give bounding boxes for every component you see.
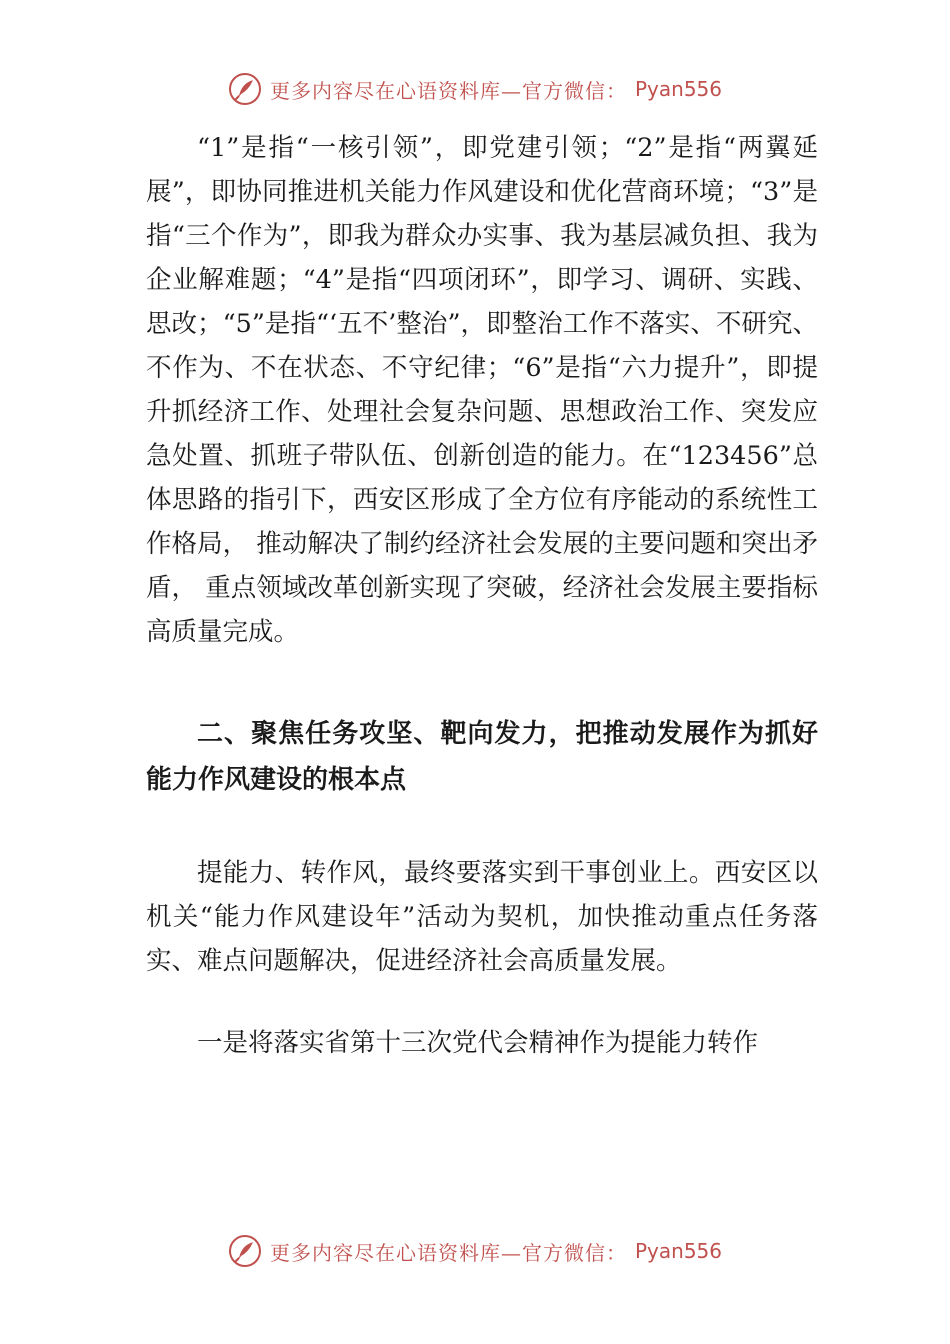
feather-quill-logo-icon: [228, 1234, 262, 1268]
feather-quill-logo-icon: [228, 72, 262, 106]
paragraph-ability-style: 提能力、转作风，最终要落实到干事创业上。西安区以机关“能力作风建设年”活动为契机，加快推动重点任务落实、难点问题解决，促进经济社会高质量发展。: [146, 858, 818, 976]
watermark-text: 更多内容尽在心语资料库—官方微信：: [269, 78, 627, 103]
watermark-wechat-id: Pyan556: [634, 1239, 722, 1263]
watermark-wechat-id: Pyan556: [634, 77, 722, 101]
section-heading-2: 二、聚焦任务攻坚、靶向发力，把推动发展作为抓好能力作风建设的根本点: [146, 719, 818, 795]
paragraph-123456-explanation: “1”是指“一核引领”，即党建引领；“2”是指“两翼延展”，即协同推进机关能力作风建设和优化营商环境；“3”是指“三个作为”，即我为群众办实事、我为基层减负担、我为企业解难题；“4”是指“四项闭环”，即学习、调研、实践、思改；“5”是指“‘五不’整治”，即整治工作不落实、不研究、不作为、不在状态、不守纪律；“6”是指“六力提升”，即提升抓经济工作、处理社会复杂问题、思想政治工作、突发应急处置、抓班子带队伍、创新创造的能力。在“123456”总体思路的指引下，西安区形成了全方位有序能动的系统性工作格局， 推动解决了制约经济社会发展的主要问题和突出矛盾， 重点领域改革创新实现了突破，经济社会发展主要指标高质量完成。: [146, 133, 818, 647]
watermark-footer: [0, 1234, 950, 1268]
paragraph-first-point: 一是将落实省第十三次党代会精神作为提能力转作: [197, 1028, 759, 1058]
watermark-text: 更多内容尽在心语资料库—官方微信：: [269, 1240, 627, 1265]
watermark-header: [0, 72, 950, 106]
document-body: [146, 126, 818, 1065]
